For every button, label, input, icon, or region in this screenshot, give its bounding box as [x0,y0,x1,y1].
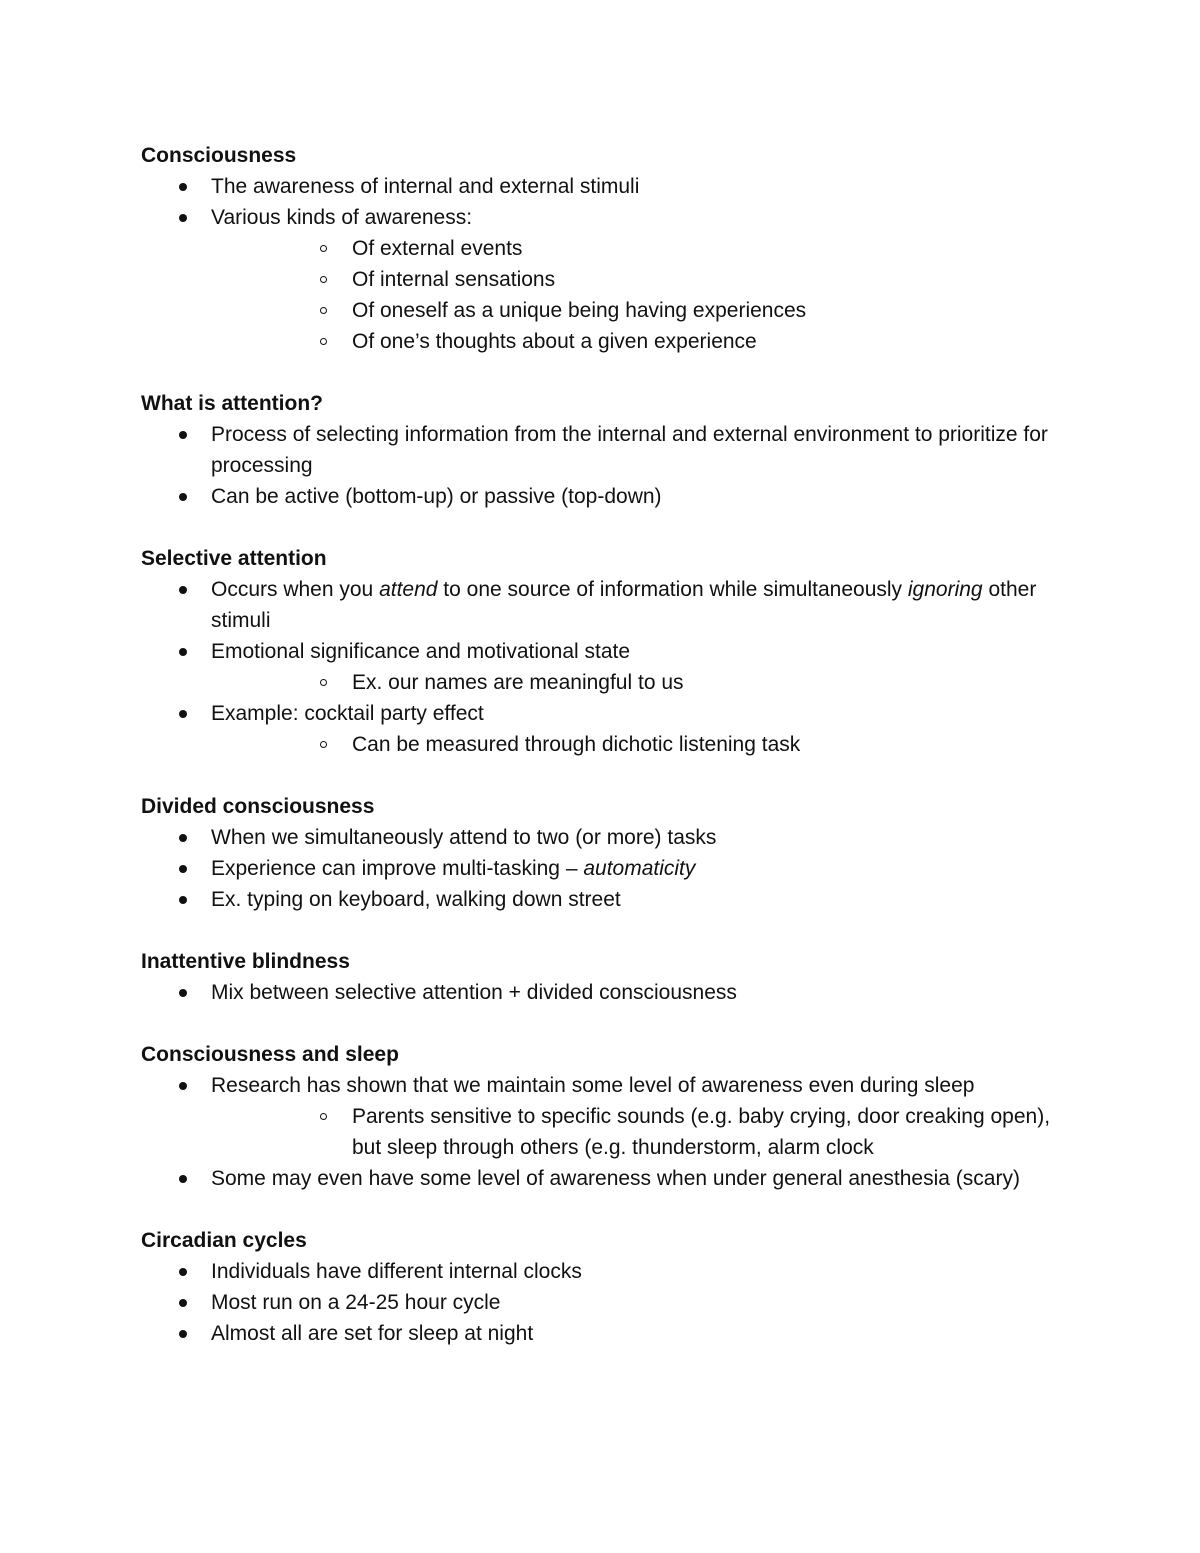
list-item-text: When we simultaneously attend to two (or more) tasks [211,826,717,849]
disc-shape [179,896,187,904]
section [141,1225,1061,1349]
section-heading: What is attention? [141,392,323,415]
list-item [141,884,1061,915]
bullet-disc-icon [179,822,187,853]
sub-list-item [211,667,1061,698]
disc-shape [179,1175,187,1183]
list-item [141,1163,1061,1194]
sub-list-item-text: Of one’s thoughts about a given experience [352,330,757,353]
bullet-disc-icon [179,1256,187,1287]
bullet-list [141,977,1061,1008]
section [141,388,1061,512]
bullet-disc-icon [179,1163,187,1194]
list-item-text [211,578,1036,632]
bullet-disc-icon [179,977,187,1008]
list-item [141,1256,1061,1287]
bullet-disc-icon [179,1070,187,1101]
list-item-text: Almost all are set for sleep at night [211,1322,534,1345]
sub-list-item [211,233,1061,264]
text-run: Experience can improve multi-tasking – [211,857,584,880]
section-heading: Consciousness [141,144,297,167]
bullet-circle-icon [320,295,327,326]
list-item-text: Most run on a 24-25 hour cycle [211,1291,501,1314]
section-heading: Inattentive blindness [141,950,350,973]
list-item-text: Mix between selective attention + divided consciousness [211,981,737,1004]
sub-list-item-text: Of oneself as a unique being having experiences [352,299,807,322]
list-item-text: Individuals have different internal clocks [211,1260,582,1283]
sub-list-item-text: Ex. our names are meaningful to us [352,671,684,694]
list-item-text: Process of selecting information from the internal and external environment to prioritize for processing [211,423,1048,477]
bullet-disc-icon [179,419,187,450]
disc-shape [179,989,187,997]
sub-list-item [211,729,1061,760]
list-item [141,698,1061,760]
circle-shape [320,679,327,686]
list-item-text: Research has shown that we maintain some level of awareness even during sleep [211,1074,975,1097]
disc-shape [179,431,187,439]
document-body [141,140,1061,1380]
bullet-circle-icon [320,264,327,295]
disc-shape [179,586,187,594]
circle-shape [320,276,327,283]
list-item-text: The awareness of internal and external stimuli [211,175,640,198]
circle-shape [320,245,327,252]
list-item-text: Various kinds of awareness: [211,206,473,229]
disc-shape [179,865,187,873]
list-item-text [211,857,695,880]
section [141,791,1061,915]
bullet-disc-icon [179,202,187,233]
sub-list-item-text: Can be measured through dichotic listening task [352,733,801,756]
sub-bullet-list [211,233,1061,357]
bullet-circle-icon [320,326,327,357]
bullet-disc-icon [179,853,187,884]
disc-shape [179,493,187,501]
bullet-disc-icon [179,884,187,915]
section [141,1039,1061,1194]
list-item [141,636,1061,698]
emphasized-text: attend [379,578,438,601]
sub-list-item [211,264,1061,295]
disc-shape [179,834,187,842]
emphasized-text: ignoring [907,578,983,601]
disc-shape [179,1082,187,1090]
bullet-circle-icon [320,233,327,264]
section-heading: Selective attention [141,547,327,570]
circle-shape [320,338,327,345]
disc-shape [179,1299,187,1307]
text-run: Occurs when you [211,578,380,601]
bullet-disc-icon [179,698,187,729]
list-item [141,419,1061,481]
bullet-list [141,171,1061,357]
bullet-circle-icon [320,1101,327,1132]
bullet-list [141,574,1061,760]
list-item-text: Can be active (bottom-up) or passive (top-down) [211,485,662,508]
disc-shape [179,214,187,222]
disc-shape [179,648,187,656]
list-item-text: Some may even have some level of awareness when under general anesthesia (scary) [211,1167,1020,1190]
bullet-list [141,1070,1061,1194]
section-heading: Consciousness and sleep [141,1043,399,1066]
list-item [141,1318,1061,1349]
disc-shape [179,710,187,718]
bullet-list [141,419,1061,512]
section-heading: Circadian cycles [141,1229,307,1252]
disc-shape [179,1268,187,1276]
list-item-text: Emotional significance and motivational state [211,640,631,663]
bullet-disc-icon [179,1318,187,1349]
section-heading: Divided consciousness [141,795,375,818]
list-item [141,822,1061,853]
list-item [141,574,1061,636]
sub-list-item [211,326,1061,357]
sub-list-item-text: Parents sensitive to specific sounds (e.g. baby crying, door creaking open), but sleep through others (e.g. thunderstorm, alarm clock [352,1105,1051,1159]
list-item-text: Ex. typing on keyboard, walking down street [211,888,621,911]
list-item [141,1287,1061,1318]
list-item-text: Example: cocktail party effect [211,702,484,725]
list-item [141,853,1061,884]
bullet-disc-icon [179,171,187,202]
sub-list-item [211,295,1061,326]
section [141,543,1061,760]
sub-list-item-text: Of internal sensations [352,268,556,291]
list-item [141,202,1061,357]
disc-shape [179,1330,187,1338]
list-item [141,1070,1061,1163]
emphasized-text: automaticity [583,857,696,880]
list-item [141,481,1061,512]
sub-bullet-list [211,667,1061,698]
sub-bullet-list [211,729,1061,760]
bullet-disc-icon [179,636,187,667]
sub-list-item [211,1101,1061,1163]
circle-shape [320,1113,327,1120]
bullet-disc-icon [179,574,187,605]
circle-shape [320,307,327,314]
text-run: to one source of information while simultaneously [437,578,908,601]
bullet-circle-icon [320,667,327,698]
disc-shape [179,183,187,191]
text-run: other stimuli [211,578,1037,632]
circle-shape [320,741,327,748]
bullet-disc-icon [179,1287,187,1318]
bullet-list [141,1256,1061,1349]
list-item [141,977,1061,1008]
list-item [141,171,1061,202]
bullet-list [141,822,1061,915]
sub-bullet-list [211,1101,1061,1163]
section [141,946,1061,1008]
bullet-disc-icon [179,481,187,512]
section [141,140,1061,357]
bullet-circle-icon [320,729,327,760]
sub-list-item-text: Of external events [352,237,523,260]
